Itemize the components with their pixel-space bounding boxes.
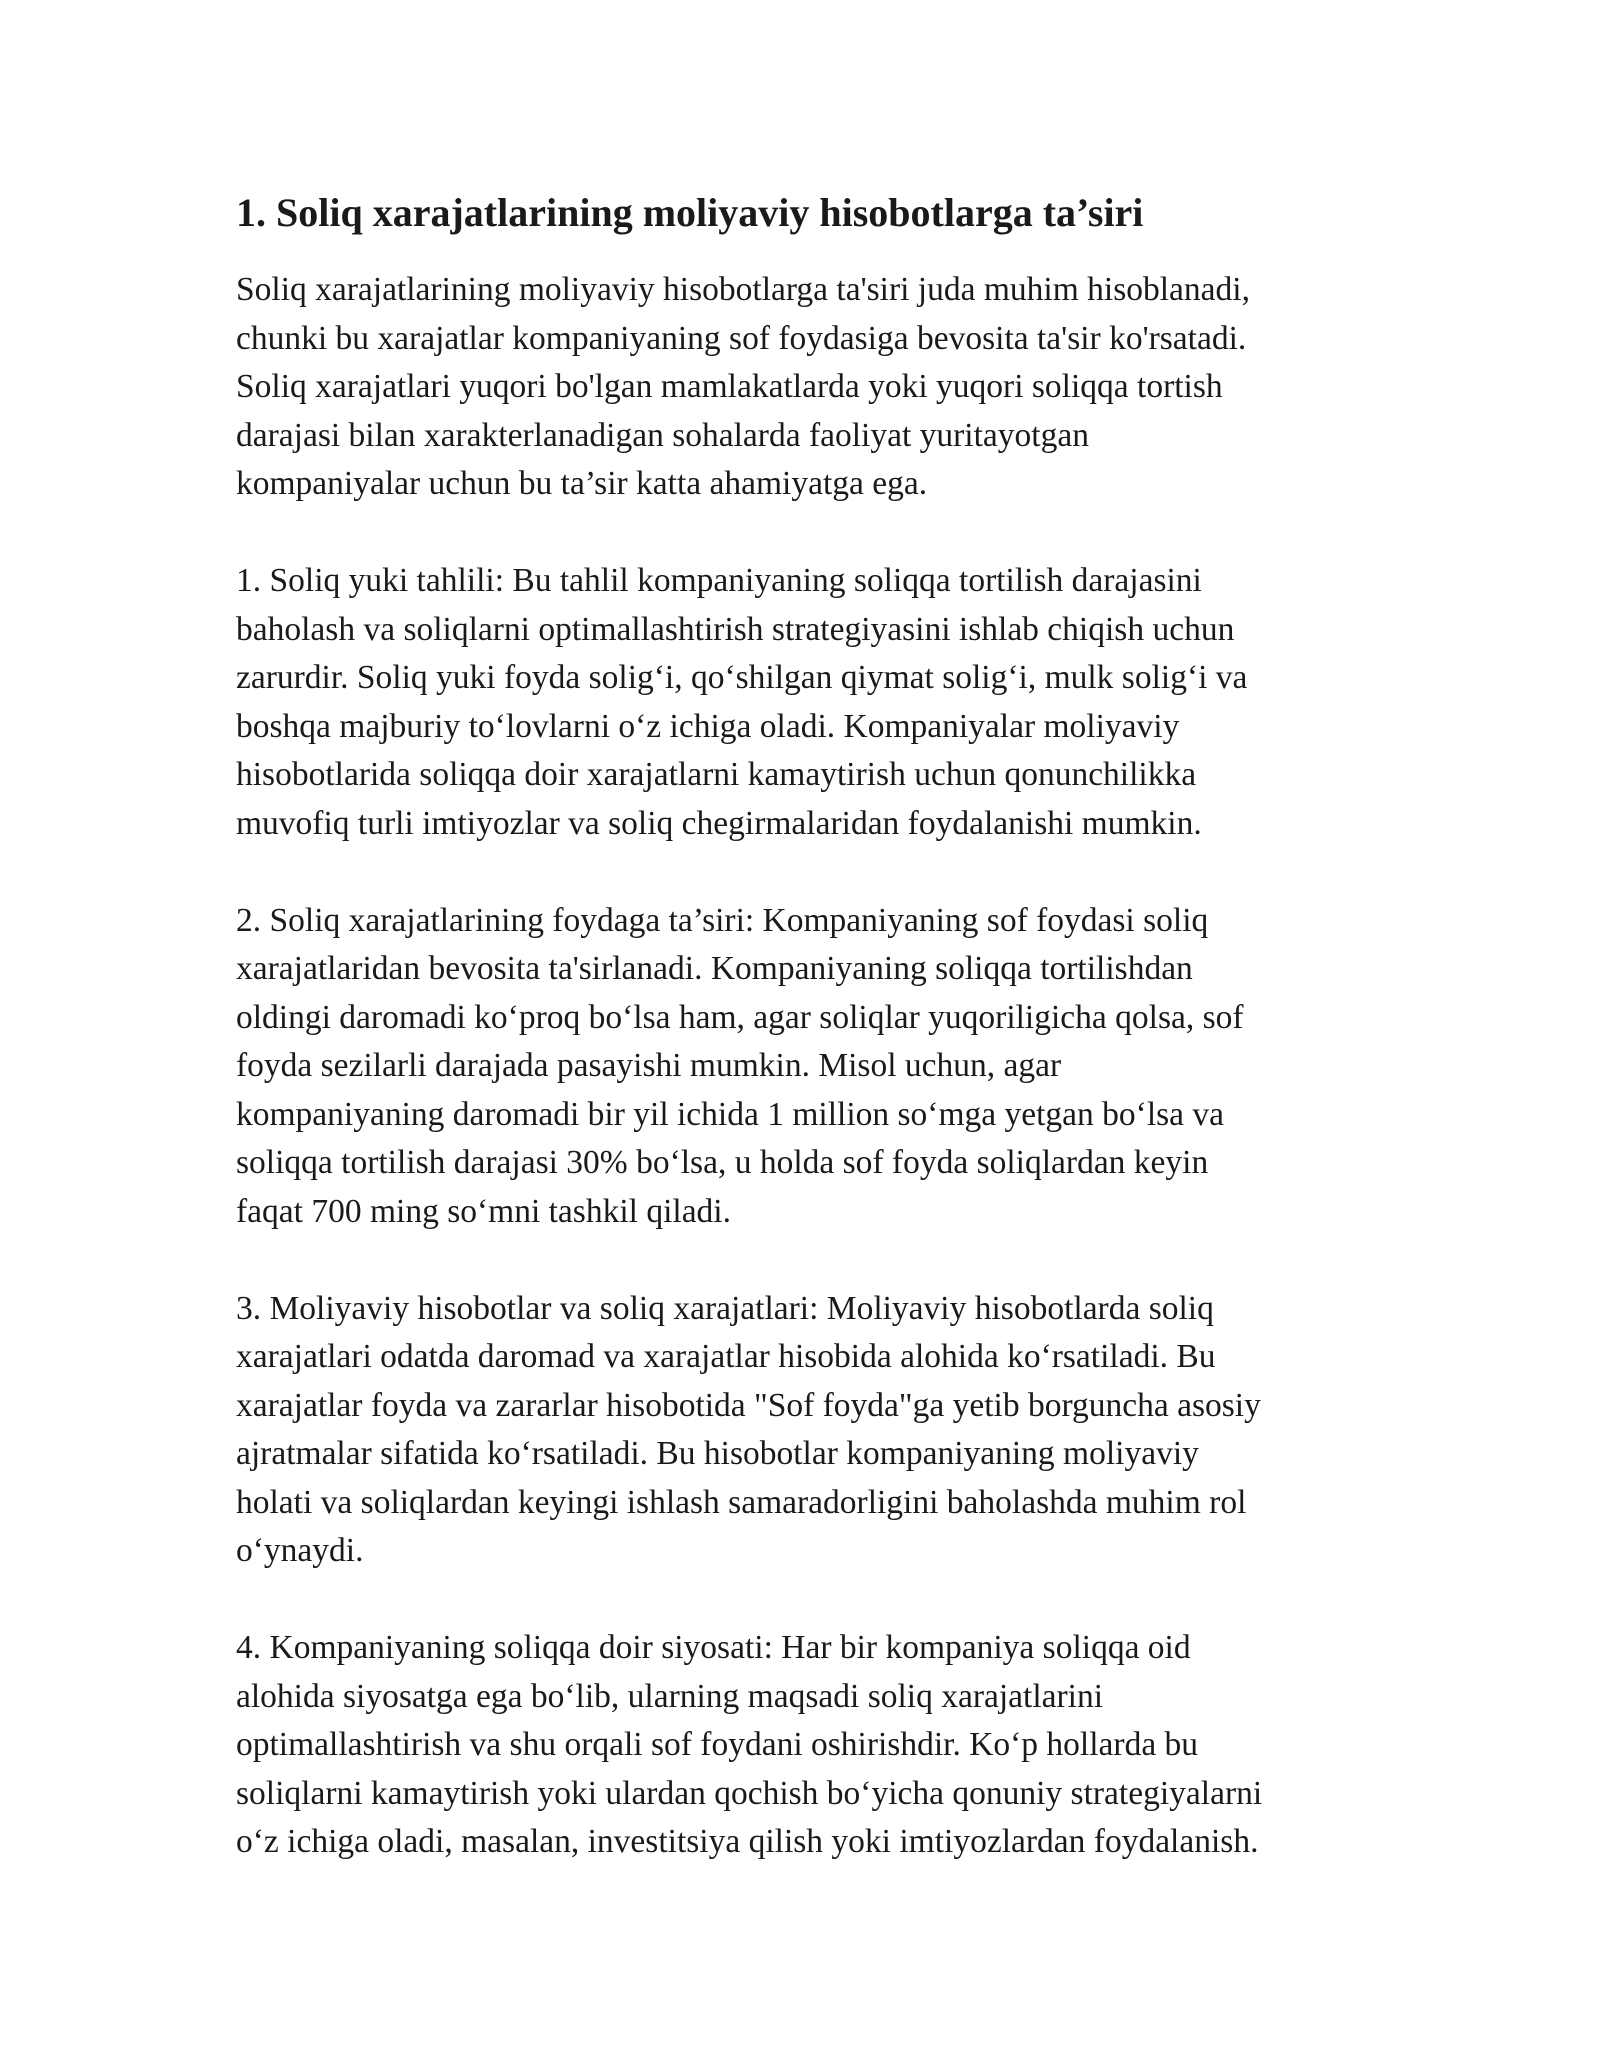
section-1-paragraph <box>236 557 1386 848</box>
text-line: 3. Moliyaviy hisobotlar va soliq xarajatlari: Moliyaviy hisobotlarda soliq <box>236 1289 1214 1327</box>
text-line: baholash va soliqlarni optimallashtirish strategiyasini ishlab chiqish uchun <box>236 610 1235 648</box>
text-line: o‘z ichiga oladi, masalan, investitsiya qilish yoki imtiyozlardan foydalanish. <box>236 1823 1259 1860</box>
text-line: holati va soliqlardan keyingi ishlash samaradorligini baholashda muhim rol <box>236 1483 1247 1521</box>
section-2-paragraph <box>236 897 1386 1237</box>
text-line: 1. Soliq yuki tahlili: Bu tahlil kompaniyaning soliqqa tortilish darajasini <box>236 562 1202 599</box>
section-3-paragraph <box>236 1285 1386 1576</box>
text-line: hisobotlarida soliqqa doir xarajatlarni kamaytirish uchun qonunchilikka <box>236 756 1197 793</box>
text-line: xarajatlar foyda va zararlar hisobotida "Sof foyda"ga yetib borguncha asosiy <box>236 1386 1261 1424</box>
text-line: kompaniyaning daromadi bir yil ichida 1 million so‘mga yetgan bo‘lsa va <box>236 1095 1225 1133</box>
text-line: soliqqa tortilish darajasi 30% bo‘lsa, u holda sof foyda soliqlardan keyin <box>236 1144 1209 1181</box>
text-line: o‘ynaydi. <box>236 1532 364 1569</box>
text-line: muvofiq turli imtiyozlar va soliq chegirmalaridan foydalanishi mumkin. <box>236 804 1202 842</box>
document-page <box>236 186 1386 1915</box>
text-line: 2. Soliq xarajatlarining foydaga ta’siri: Kompaniyaning sof foydasi soliq <box>236 901 1209 939</box>
text-line: darajasi bilan xarakterlanadigan sohalarda faoliyat yuritayotgan <box>236 416 1089 454</box>
text-line: Soliq xarajatlari yuqori bo'lgan mamlakatlarda yoki yuqori soliqqa tortish <box>236 368 1223 405</box>
section-4-paragraph <box>236 1624 1386 1867</box>
text-line: foyda sezilarli darajada pasayishi mumkin. Misol uchun, agar <box>236 1047 1062 1084</box>
text-line: kompaniyalar uchun bu ta’sir katta ahamiyatga ega. <box>236 465 928 502</box>
text-line: soliqlarni kamaytirish yoki ulardan qochish bo‘yicha qonuniy strategiyalarni <box>236 1774 1263 1812</box>
text-line: alohida siyosatga ega bo‘lib, ularning maqsadi soliq xarajatlarini <box>236 1677 1104 1715</box>
text-line: zarurdir. Soliq yuki foyda solig‘i, qo‘shilgan qiymat solig‘i, mulk solig‘i va <box>236 659 1248 696</box>
text-line: xarajatlaridan bevosita ta'sirlanadi. Kompaniyaning soliqqa tortilishdan <box>236 950 1193 987</box>
text-line: 4. Kompaniyaning soliqqa doir siyosati: Har bir kompaniya soliqqa oid <box>236 1629 1191 1666</box>
text-line: optimallashtirish va shu orqali sof foydani oshirishdir. Ko‘p hollarda bu <box>236 1726 1199 1763</box>
text-line: boshqa majburiy to‘lovlarni o‘z ichiga oladi. Kompaniyalar moliyaviy <box>236 707 1180 745</box>
text-line: ajratmalar sifatida ko‘rsatiladi. Bu hisobotlar kompaniyaning moliyaviy <box>236 1435 1199 1472</box>
text-line: chunki bu xarajatlar kompaniyaning sof foydasiga bevosita ta'sir ko'rsatadi. <box>236 319 1247 357</box>
text-line: Soliq xarajatlarining moliyaviy hisobotlarga ta'siri juda muhim hisoblanadi, <box>236 271 1250 308</box>
text-line: oldingi daromadi ko‘proq bo‘lsa ham, agar soliqlar yuqoriligicha qolsa, sof <box>236 998 1244 1036</box>
text-line: faqat 700 ming so‘mni tashkil qiladi. <box>236 1192 731 1230</box>
intro-paragraph <box>236 266 1386 509</box>
document-title: 1. Soliq xarajatlarining moliyaviy hisobotlarga ta’siri <box>236 190 1144 235</box>
text-line: xarajatlari odatda daromad va xarajatlar hisobida alohida ko‘rsatiladi. Bu <box>236 1338 1216 1375</box>
